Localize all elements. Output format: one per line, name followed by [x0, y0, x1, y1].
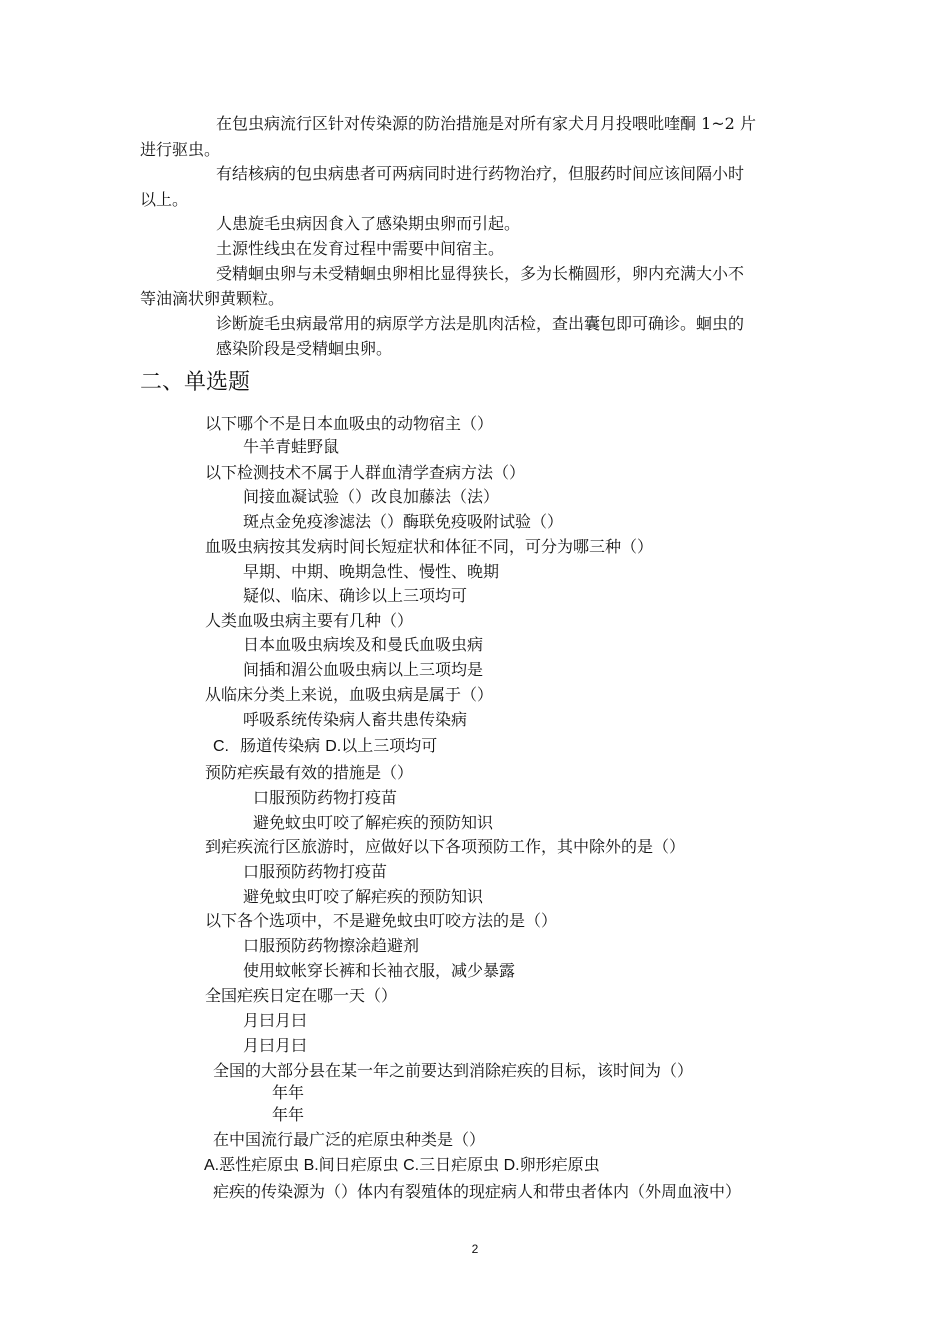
question-5: 从临床分类上来说，血吸虫病是属于（） [205, 685, 494, 704]
judgement-item-2-line-2: 以上。 [140, 190, 189, 209]
judgement-item-4: 土源性线虫在发育过程中需要中间宿主。 [216, 239, 505, 258]
question-7-options-2: 避免蚊虫叮咬了解疟疾的预防知识 [243, 887, 484, 906]
option-d: D.以上三项均可 [325, 738, 438, 755]
judgement-item-6-line-2: 感染阶段是受精蛔虫卵。 [216, 339, 393, 358]
judgement-item-5-line-1: 受精蛔虫卵与未受精蛔虫卵相比显得狭长，多为长椭圆形，卵内充满大小不 [216, 264, 745, 283]
question-4-options-1: 日本血吸虫病埃及和曼氏血吸虫病 [243, 635, 484, 654]
question-6: 预防疟疾最有效的措施是（） [205, 763, 414, 782]
question-3-options-1: 早期、中期、晚期急性、慢性、晚期 [243, 562, 500, 581]
question-8-options-2: 使用蚊帐穿长裤和长袖衣服，减少暴露 [243, 961, 516, 980]
question-9-options-2: 月曰月曰 [243, 1036, 308, 1055]
question-1: 以下哪个不是日本血吸虫的动物宿主（） [205, 414, 494, 433]
question-3: 血吸虫病按其发病时间长短症状和体征不同，可分为哪三种（） [205, 537, 654, 556]
option-c-letter: C. [213, 738, 229, 755]
option-c-text: 肠道传染病 [240, 736, 321, 755]
judgement-item-1-line-1: 在包虫病流行区针对传染源的防治措施是对所有家犬月月投喂吡喹酮 1~2 片 [216, 114, 756, 133]
question-10-options-2: 年年 [272, 1105, 305, 1124]
question-5-options-1: 呼吸系统传染病人畜共患传染病 [243, 710, 468, 729]
question-11-options: A.恶性疟原虫 B.间日疟原虫 C.三日疟原虫 D.卵形疟原虫 [204, 1157, 600, 1174]
question-7-options-1: 口服预防药物打疫苗 [243, 862, 388, 881]
judgement-item-6-line-1: 诊断旋毛虫病最常用的病原学方法是肌肉活检，查出囊包即可确诊。蛔虫的 [216, 314, 745, 333]
question-9-options-1: 月曰月曰 [243, 1011, 308, 1030]
question-4: 人类血吸虫病主要有几种（） [205, 611, 414, 630]
question-12: 疟疾的传染源为（）体内有裂殖体的现症病人和带虫者体内（外周血液中） [213, 1182, 742, 1201]
question-3-options-2: 疑似、临床、确诊以上三项均可 [243, 586, 468, 605]
question-9: 全国疟疾日定在哪一天（） [205, 986, 398, 1005]
question-7: 到疟疾流行区旅游时，应做好以下各项预防工作，其中除外的是（） [205, 837, 686, 856]
question-2-options-2: 斑点金免疫渗滤法（）酶联免疫吸附试验（） [243, 512, 564, 531]
question-2: 以下检测技术不属于人群血清学查病方法（） [205, 463, 526, 482]
question-4-options-2: 间插和湄公血吸虫病以上三项均是 [243, 660, 484, 679]
question-11: 在中国流行最广泛的疟原虫种类是（） [213, 1130, 486, 1149]
judgement-item-5-line-2: 等油滴状卵黄颗粒。 [140, 289, 285, 308]
question-6-options-1: 口服预防药物打疫苗 [253, 788, 398, 807]
question-1-options: 牛羊青蛙野鼠 [243, 437, 340, 456]
question-10: 全国的大部分县在某一年之前要达到消除疟疾的目标，该时间为（） [213, 1061, 694, 1080]
judgement-item-1-line-2: 进行驱虫。 [140, 140, 221, 159]
question-2-options-1: 间接血凝试验（）改良加藤法（法） [243, 487, 500, 506]
section-title: 二、单选题 [140, 370, 251, 395]
judgement-item-3: 人患旋毛虫病因食入了感染期虫卵而引起。 [216, 214, 521, 233]
question-6-options-2: 避免蚊虫叮咬了解疟疾的预防知识 [253, 813, 494, 832]
question-8: 以下各个选项中，不是避免蚊虫叮咬方法的是（） [205, 911, 558, 930]
question-5-options-2 [213, 735, 437, 758]
page-number: 2 [471, 1242, 479, 1256]
question-10-options-1: 年年 [272, 1083, 305, 1102]
judgement-item-2-line-1: 有结核病的包虫病患者可两病同时进行药物治疗，但服药时间应该间隔小时 [216, 164, 745, 183]
question-8-options-1: 口服预防药物擦涂趋避剂 [243, 936, 420, 955]
